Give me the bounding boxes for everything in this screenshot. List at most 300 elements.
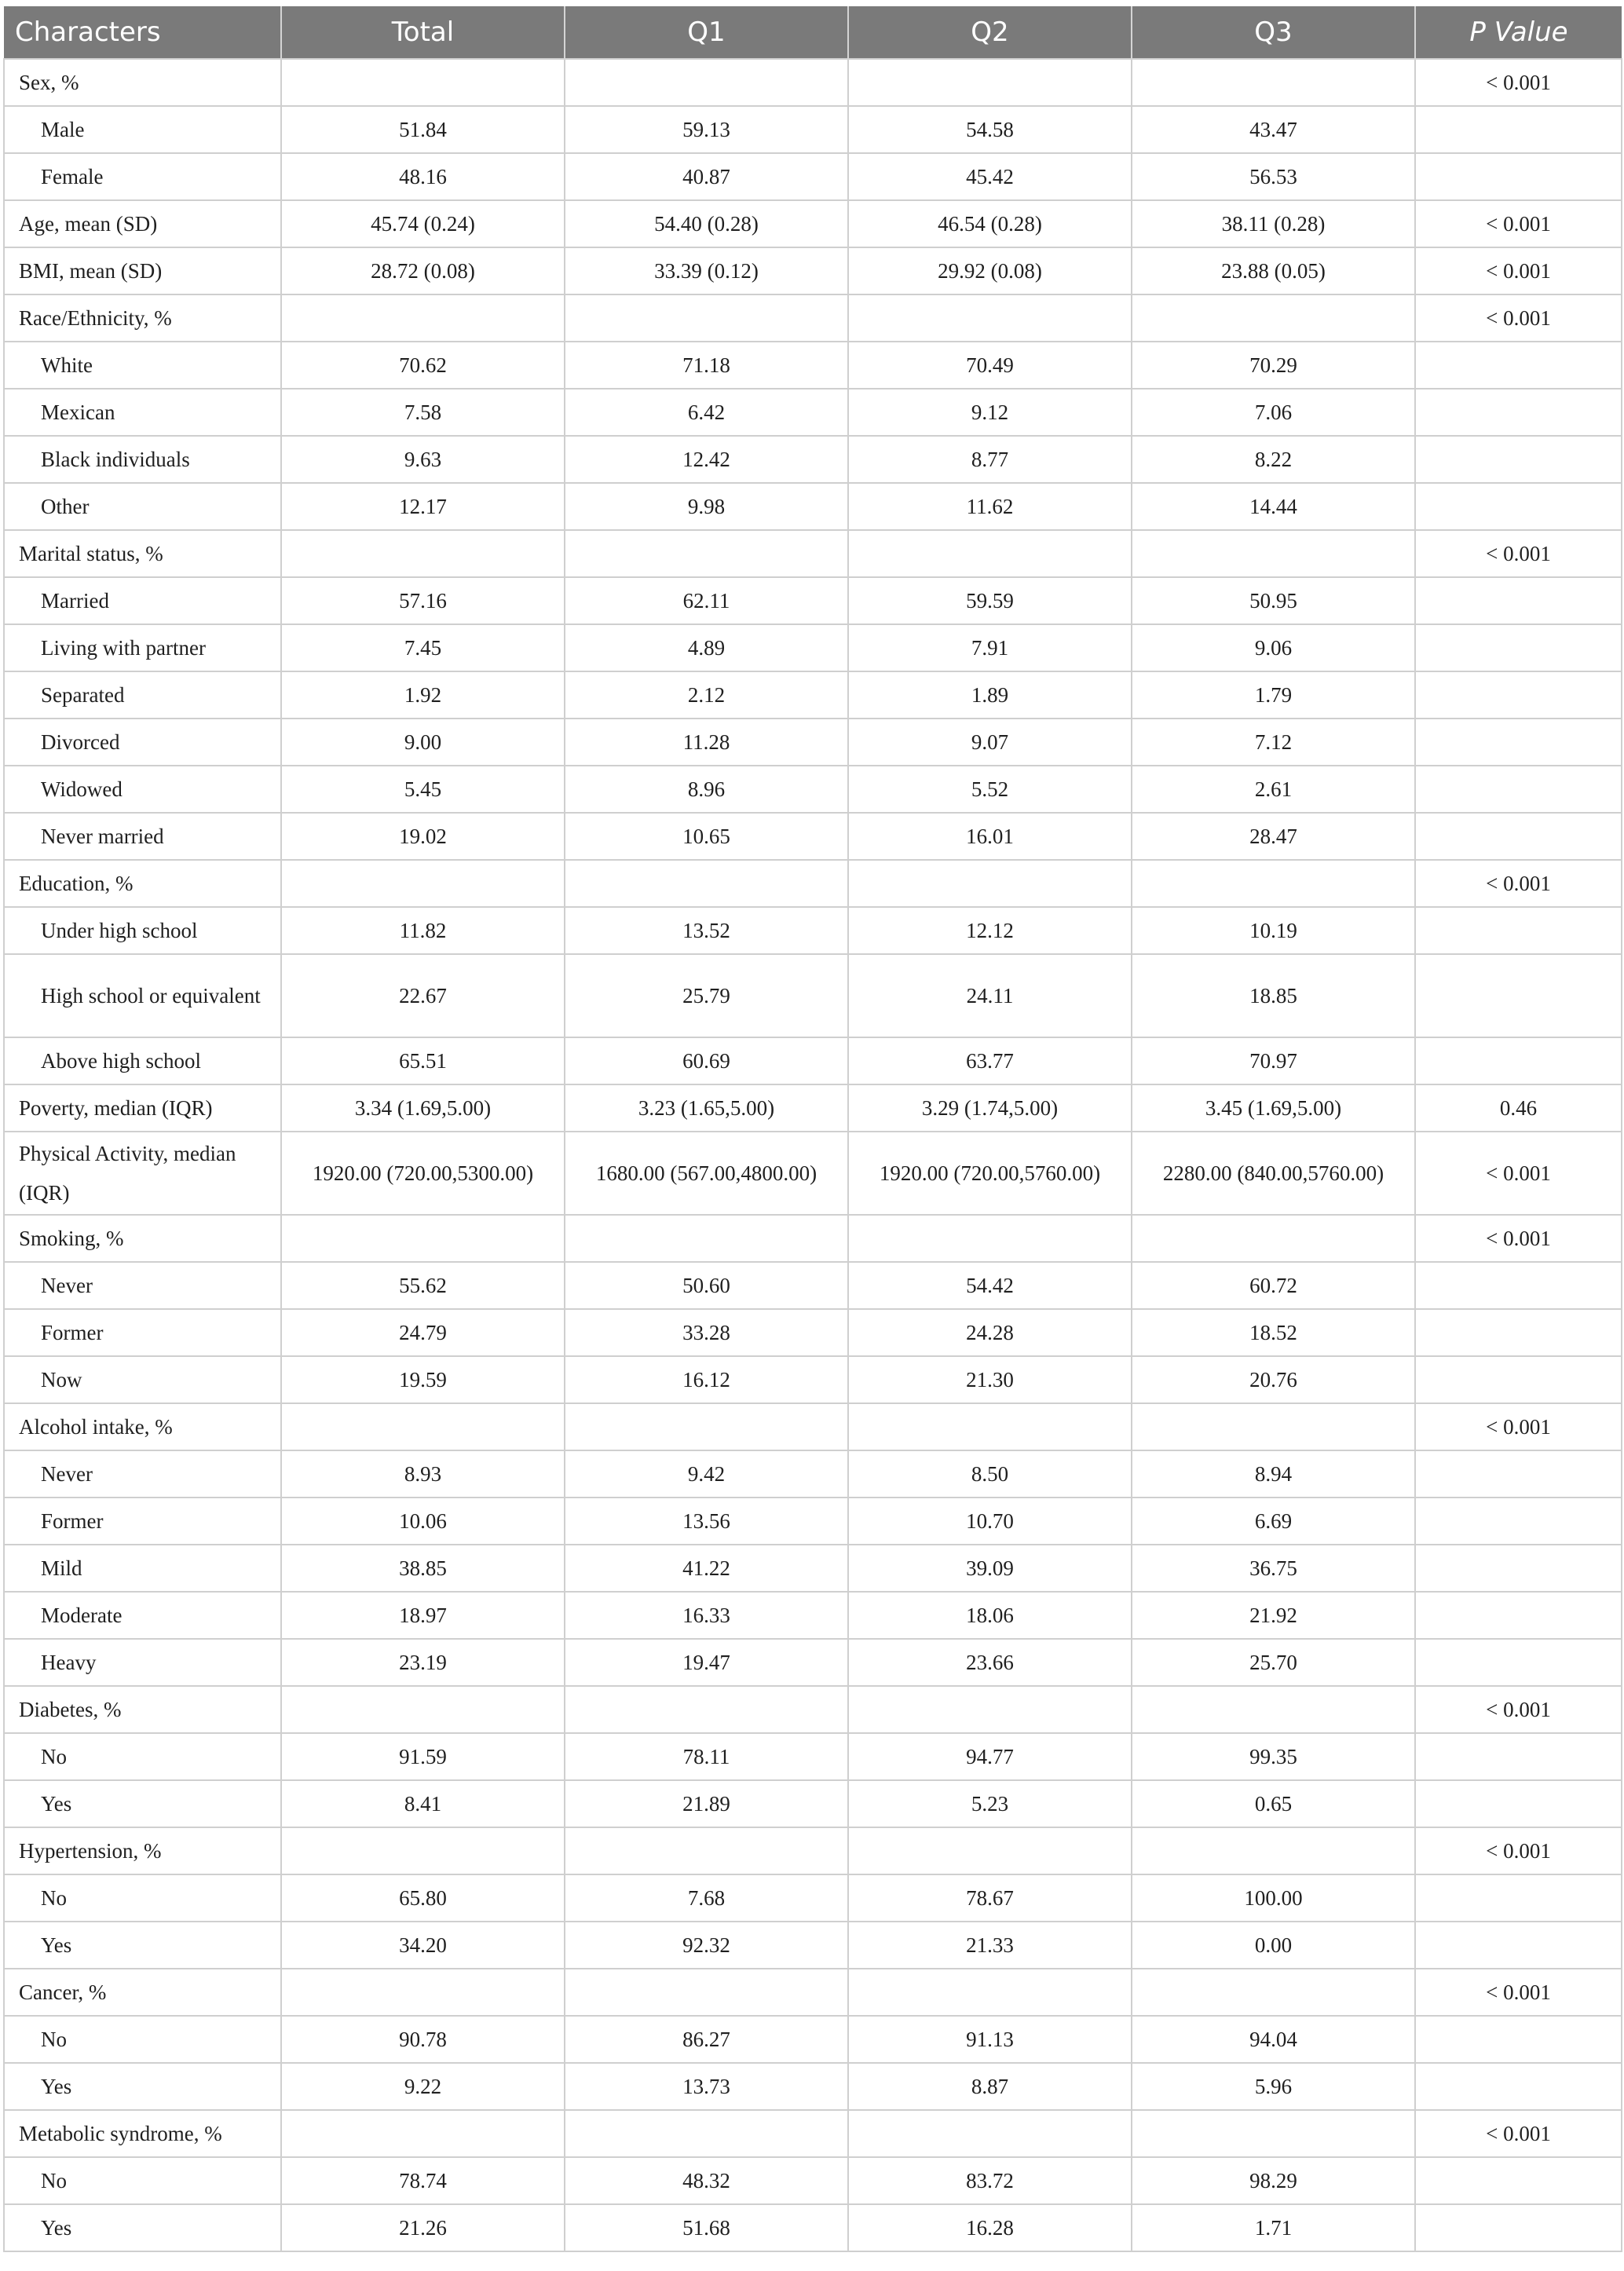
cell-total: 18.97 [281, 1592, 565, 1639]
cell-p-value [1415, 342, 1622, 389]
cell-total: 90.78 [281, 2016, 565, 2063]
cell-total: 5.45 [281, 766, 565, 813]
cell-q1: 11.28 [565, 719, 848, 766]
cell-q2: 23.66 [848, 1639, 1132, 1686]
cell-q2: 46.54 (0.28) [848, 200, 1132, 247]
table-row-subitem [4, 624, 1622, 671]
cell-q3: 3.45 (1.69,5.00) [1132, 1084, 1415, 1132]
cell-p-value [1415, 954, 1622, 1037]
cell-q3: 56.53 [1132, 153, 1415, 200]
table-row-subitem [4, 436, 1622, 483]
cell-q3: 94.04 [1132, 2016, 1415, 2063]
cell-p-value [1415, 1545, 1622, 1592]
cell-q3: 38.11 (0.28) [1132, 200, 1415, 247]
cell-q1: 19.47 [565, 1639, 848, 1686]
cell-total: 12.17 [281, 483, 565, 530]
row-label: Former [4, 1309, 281, 1356]
cell-q1 [565, 59, 848, 106]
cell-total: 65.80 [281, 1874, 565, 1922]
cell-q3 [1132, 1403, 1415, 1450]
cell-p-value: < 0.001 [1415, 1215, 1622, 1262]
cell-p-value [1415, 766, 1622, 813]
cell-q3: 9.06 [1132, 624, 1415, 671]
cell-q1: 62.11 [565, 577, 848, 624]
cell-q1: 9.42 [565, 1450, 848, 1498]
table-row-subitem [4, 1309, 1622, 1356]
cell-q2: 54.42 [848, 1262, 1132, 1309]
row-label: Male [4, 106, 281, 153]
table-row-subitem [4, 2157, 1622, 2204]
table-row-subitem [4, 1450, 1622, 1498]
cell-total: 1920.00 (720.00,5300.00) [281, 1132, 565, 1215]
cell-p-value: < 0.001 [1415, 860, 1622, 907]
table-row-subitem [4, 907, 1622, 954]
cell-q3: 7.06 [1132, 389, 1415, 436]
cell-q2: 12.12 [848, 907, 1132, 954]
table-row-category [4, 1132, 1622, 1215]
cell-q3: 18.85 [1132, 954, 1415, 1037]
cell-q2: 16.01 [848, 813, 1132, 860]
cell-p-value [1415, 436, 1622, 483]
row-label: Yes [4, 1922, 281, 1969]
cell-q2 [848, 530, 1132, 577]
cell-q1: 1680.00 (567.00,4800.00) [565, 1132, 848, 1215]
cell-q2: 16.28 [848, 2204, 1132, 2251]
cell-q3 [1132, 860, 1415, 907]
cell-q2: 29.92 (0.08) [848, 247, 1132, 294]
table-row-subitem [4, 1874, 1622, 1922]
cell-p-value: < 0.001 [1415, 530, 1622, 577]
cell-p-value [1415, 671, 1622, 719]
cell-q3 [1132, 1686, 1415, 1733]
cell-total: 55.62 [281, 1262, 565, 1309]
cell-q1: 16.12 [565, 1356, 848, 1403]
cell-q3: 28.47 [1132, 813, 1415, 860]
table-row-subitem [4, 389, 1622, 436]
cell-q3: 2.61 [1132, 766, 1415, 813]
row-label: Age, mean (SD) [4, 200, 281, 247]
cell-q3 [1132, 530, 1415, 577]
row-label: Never [4, 1262, 281, 1309]
cell-q1: 6.42 [565, 389, 848, 436]
table-row-category [4, 200, 1622, 247]
cell-total: 65.51 [281, 1037, 565, 1084]
cell-q2: 8.50 [848, 1450, 1132, 1498]
cell-p-value [1415, 1922, 1622, 1969]
cell-p-value: < 0.001 [1415, 59, 1622, 106]
cell-q2: 24.28 [848, 1309, 1132, 1356]
cell-p-value: < 0.001 [1415, 247, 1622, 294]
cell-total: 28.72 (0.08) [281, 247, 565, 294]
row-label: Never [4, 1450, 281, 1498]
row-label: Separated [4, 671, 281, 719]
row-label: Physical Activity, median (IQR) [4, 1132, 281, 1215]
cell-q3 [1132, 1827, 1415, 1874]
cell-q1 [565, 530, 848, 577]
cell-total: 10.06 [281, 1498, 565, 1545]
cell-total [281, 59, 565, 106]
row-label: Mexican [4, 389, 281, 436]
cell-q1: 33.28 [565, 1309, 848, 1356]
cell-q1: 59.13 [565, 106, 848, 153]
cell-q1: 12.42 [565, 436, 848, 483]
row-label: Education, % [4, 860, 281, 907]
characteristics-table [3, 6, 1622, 2252]
table-row-category [4, 1969, 1622, 2016]
cell-q2: 10.70 [848, 1498, 1132, 1545]
cell-q3 [1132, 2110, 1415, 2157]
header-q2: Q2 [848, 6, 1132, 59]
table-row-subitem [4, 1639, 1622, 1686]
cell-q3: 99.35 [1132, 1733, 1415, 1780]
table-row-category [4, 860, 1622, 907]
row-label: Marital status, % [4, 530, 281, 577]
cell-q2: 1920.00 (720.00,5760.00) [848, 1132, 1132, 1215]
cell-q1: 16.33 [565, 1592, 848, 1639]
cell-total: 8.41 [281, 1780, 565, 1827]
cell-total [281, 530, 565, 577]
header-total: Total [281, 6, 565, 59]
cell-p-value [1415, 1037, 1622, 1084]
row-label: Yes [4, 1780, 281, 1827]
cell-q2 [848, 1215, 1132, 1262]
row-label: Other [4, 483, 281, 530]
cell-q1 [565, 1827, 848, 1874]
cell-p-value [1415, 2204, 1622, 2251]
cell-q1: 41.22 [565, 1545, 848, 1592]
cell-q3: 1.79 [1132, 671, 1415, 719]
table-row-subitem [4, 1733, 1622, 1780]
header-q1: Q1 [565, 6, 848, 59]
cell-q3: 25.70 [1132, 1639, 1415, 1686]
cell-q3: 0.00 [1132, 1922, 1415, 1969]
cell-q3: 60.72 [1132, 1262, 1415, 1309]
row-label: Heavy [4, 1639, 281, 1686]
cell-total [281, 1686, 565, 1733]
cell-q1: 33.39 (0.12) [565, 247, 848, 294]
cell-total: 19.59 [281, 1356, 565, 1403]
cell-q1: 50.60 [565, 1262, 848, 1309]
cell-q1: 51.68 [565, 2204, 848, 2251]
cell-p-value: < 0.001 [1415, 294, 1622, 342]
row-label: Moderate [4, 1592, 281, 1639]
cell-total: 51.84 [281, 106, 565, 153]
cell-p-value: < 0.001 [1415, 1132, 1622, 1215]
cell-q3: 8.94 [1132, 1450, 1415, 1498]
cell-total: 78.74 [281, 2157, 565, 2204]
row-label: Former [4, 1498, 281, 1545]
table-row-subitem [4, 2204, 1622, 2251]
row-label: Yes [4, 2204, 281, 2251]
table-row-subitem [4, 766, 1622, 813]
table-row-subitem [4, 106, 1622, 153]
cell-q3: 5.96 [1132, 2063, 1415, 2110]
table-row-subitem [4, 1498, 1622, 1545]
table-row-category [4, 1403, 1622, 1450]
cell-q1: 2.12 [565, 671, 848, 719]
cell-q2: 91.13 [848, 2016, 1132, 2063]
cell-q1: 10.65 [565, 813, 848, 860]
row-label: White [4, 342, 281, 389]
cell-total: 1.92 [281, 671, 565, 719]
cell-q3: 10.19 [1132, 907, 1415, 954]
row-label: Now [4, 1356, 281, 1403]
cell-total: 70.62 [281, 342, 565, 389]
table-row-category [4, 530, 1622, 577]
cell-q2: 11.62 [848, 483, 1132, 530]
cell-q1 [565, 2110, 848, 2157]
cell-q3: 70.97 [1132, 1037, 1415, 1084]
row-label: Married [4, 577, 281, 624]
cell-q1 [565, 860, 848, 907]
table-row-subitem [4, 483, 1622, 530]
row-label: Metabolic syndrome, % [4, 2110, 281, 2157]
cell-q2: 45.42 [848, 153, 1132, 200]
row-label: Poverty, median (IQR) [4, 1084, 281, 1132]
cell-q1: 9.98 [565, 483, 848, 530]
table-row-category [4, 2110, 1622, 2157]
cell-q3: 8.22 [1132, 436, 1415, 483]
cell-total [281, 1969, 565, 2016]
table-row-category [4, 1084, 1622, 1132]
cell-q3: 98.29 [1132, 2157, 1415, 2204]
table-row-category [4, 247, 1622, 294]
cell-p-value: < 0.001 [1415, 1827, 1622, 1874]
cell-p-value: < 0.001 [1415, 2110, 1622, 2157]
cell-q2: 83.72 [848, 2157, 1132, 2204]
cell-total [281, 1827, 565, 1874]
cell-total [281, 1215, 565, 1262]
row-label: No [4, 2016, 281, 2063]
cell-p-value [1415, 106, 1622, 153]
cell-q1: 13.73 [565, 2063, 848, 2110]
cell-q1: 40.87 [565, 153, 848, 200]
table-row-subitem [4, 1037, 1622, 1084]
row-label: Mild [4, 1545, 281, 1592]
cell-q3 [1132, 294, 1415, 342]
cell-q3: 36.75 [1132, 1545, 1415, 1592]
cell-q3: 70.29 [1132, 342, 1415, 389]
cell-q1: 48.32 [565, 2157, 848, 2204]
row-label: Above high school [4, 1037, 281, 1084]
cell-q2: 9.07 [848, 719, 1132, 766]
cell-q1: 3.23 (1.65,5.00) [565, 1084, 848, 1132]
table-row-category [4, 1827, 1622, 1874]
cell-q2: 54.58 [848, 106, 1132, 153]
cell-q2: 63.77 [848, 1037, 1132, 1084]
cell-total: 21.26 [281, 2204, 565, 2251]
cell-q1: 13.52 [565, 907, 848, 954]
cell-q3: 100.00 [1132, 1874, 1415, 1922]
header-q3: Q3 [1132, 6, 1415, 59]
table-row-subitem [4, 1922, 1622, 1969]
cell-q2: 3.29 (1.74,5.00) [848, 1084, 1132, 1132]
row-label: Cancer, % [4, 1969, 281, 2016]
cell-q3 [1132, 1215, 1415, 1262]
table-row-subitem [4, 1780, 1622, 1827]
cell-q2: 24.11 [848, 954, 1132, 1037]
table-row-subitem [4, 954, 1622, 1037]
row-label: Black individuals [4, 436, 281, 483]
cell-q1 [565, 1215, 848, 1262]
row-label: No [4, 2157, 281, 2204]
cell-p-value: 0.46 [1415, 1084, 1622, 1132]
cell-p-value [1415, 2063, 1622, 2110]
cell-q2: 5.23 [848, 1780, 1132, 1827]
cell-q2: 70.49 [848, 342, 1132, 389]
cell-q1 [565, 1686, 848, 1733]
cell-q2: 78.67 [848, 1874, 1132, 1922]
table-row-subitem [4, 577, 1622, 624]
cell-total: 48.16 [281, 153, 565, 200]
cell-q2 [848, 2110, 1132, 2157]
cell-p-value [1415, 813, 1622, 860]
row-label: Alcohol intake, % [4, 1403, 281, 1450]
cell-q3: 7.12 [1132, 719, 1415, 766]
row-label: Under high school [4, 907, 281, 954]
cell-q1: 25.79 [565, 954, 848, 1037]
row-label: Never married [4, 813, 281, 860]
row-label: No [4, 1874, 281, 1922]
table-row-subitem [4, 2063, 1622, 2110]
cell-total [281, 1403, 565, 1450]
cell-q2: 39.09 [848, 1545, 1132, 1592]
cell-q3: 6.69 [1132, 1498, 1415, 1545]
cell-q2: 21.30 [848, 1356, 1132, 1403]
table-row-category [4, 294, 1622, 342]
cell-q3: 23.88 (0.05) [1132, 247, 1415, 294]
table-row-subitem [4, 671, 1622, 719]
cell-p-value: < 0.001 [1415, 200, 1622, 247]
table-container [3, 6, 1621, 2252]
cell-q1 [565, 1403, 848, 1450]
cell-q2: 21.33 [848, 1922, 1132, 1969]
cell-p-value [1415, 1639, 1622, 1686]
cell-q1: 21.89 [565, 1780, 848, 1827]
cell-q2: 7.91 [848, 624, 1132, 671]
cell-total: 11.82 [281, 907, 565, 954]
cell-q2: 5.52 [848, 766, 1132, 813]
cell-q3: 0.65 [1132, 1780, 1415, 1827]
cell-p-value [1415, 577, 1622, 624]
cell-q1: 78.11 [565, 1733, 848, 1780]
cell-q3: 50.95 [1132, 577, 1415, 624]
cell-q2 [848, 1686, 1132, 1733]
table-row-subitem [4, 813, 1622, 860]
table-row-category [4, 1215, 1622, 1262]
table-row-subitem [4, 719, 1622, 766]
row-label: Smoking, % [4, 1215, 281, 1262]
row-label: Sex, % [4, 59, 281, 106]
cell-q3: 2280.00 (840.00,5760.00) [1132, 1132, 1415, 1215]
cell-p-value [1415, 1780, 1622, 1827]
cell-total: 8.93 [281, 1450, 565, 1498]
table-row-category [4, 1686, 1622, 1733]
cell-total: 45.74 (0.24) [281, 200, 565, 247]
cell-p-value [1415, 1450, 1622, 1498]
header-p-value [1415, 6, 1622, 59]
cell-total: 7.45 [281, 624, 565, 671]
row-label: No [4, 1733, 281, 1780]
cell-q1: 8.96 [565, 766, 848, 813]
header-characters: Characters [4, 6, 281, 59]
cell-q2: 1.89 [848, 671, 1132, 719]
cell-total: 7.58 [281, 389, 565, 436]
cell-p-value [1415, 389, 1622, 436]
cell-q2: 8.77 [848, 436, 1132, 483]
cell-q1: 13.56 [565, 1498, 848, 1545]
cell-total [281, 2110, 565, 2157]
cell-p-value: < 0.001 [1415, 1686, 1622, 1733]
cell-q2 [848, 1403, 1132, 1450]
cell-q1: 60.69 [565, 1037, 848, 1084]
cell-total: 38.85 [281, 1545, 565, 1592]
cell-q3: 43.47 [1132, 106, 1415, 153]
cell-total: 9.22 [281, 2063, 565, 2110]
cell-p-value [1415, 1498, 1622, 1545]
cell-q2 [848, 294, 1132, 342]
cell-total: 57.16 [281, 577, 565, 624]
table-row-subitem [4, 153, 1622, 200]
cell-total: 22.67 [281, 954, 565, 1037]
row-label: Diabetes, % [4, 1686, 281, 1733]
cell-q2 [848, 860, 1132, 907]
table-row-subitem [4, 342, 1622, 389]
cell-q3 [1132, 1969, 1415, 2016]
cell-p-value [1415, 483, 1622, 530]
cell-p-value [1415, 1733, 1622, 1780]
cell-p-value [1415, 1262, 1622, 1309]
row-label: Hypertension, % [4, 1827, 281, 1874]
cell-total: 23.19 [281, 1639, 565, 1686]
row-label: BMI, mean (SD) [4, 247, 281, 294]
table-body [4, 59, 1622, 2251]
cell-total: 3.34 (1.69,5.00) [281, 1084, 565, 1132]
row-label: Female [4, 153, 281, 200]
table-row-subitem [4, 1545, 1622, 1592]
cell-total: 19.02 [281, 813, 565, 860]
cell-total [281, 294, 565, 342]
cell-total: 34.20 [281, 1922, 565, 1969]
cell-q1: 54.40 (0.28) [565, 200, 848, 247]
cell-q3: 21.92 [1132, 1592, 1415, 1639]
row-label: Widowed [4, 766, 281, 813]
cell-p-value [1415, 2157, 1622, 2204]
table-row-subitem [4, 1356, 1622, 1403]
cell-q2: 18.06 [848, 1592, 1132, 1639]
cell-p-value [1415, 719, 1622, 766]
cell-q1: 4.89 [565, 624, 848, 671]
cell-p-value [1415, 624, 1622, 671]
cell-q1: 7.68 [565, 1874, 848, 1922]
cell-p-value [1415, 1592, 1622, 1639]
cell-q3: 1.71 [1132, 2204, 1415, 2251]
cell-p-value [1415, 1874, 1622, 1922]
row-label: Living with partner [4, 624, 281, 671]
cell-q1 [565, 294, 848, 342]
table-row-category [4, 59, 1622, 106]
row-label: Divorced [4, 719, 281, 766]
cell-q3: 18.52 [1132, 1309, 1415, 1356]
cell-p-value: < 0.001 [1415, 1403, 1622, 1450]
table-row-subitem [4, 1592, 1622, 1639]
cell-p-value [1415, 1309, 1622, 1356]
header-p-value-label: P Value [1469, 16, 1568, 48]
row-label: Yes [4, 2063, 281, 2110]
cell-q2: 9.12 [848, 389, 1132, 436]
cell-q1: 71.18 [565, 342, 848, 389]
cell-q2: 94.77 [848, 1733, 1132, 1780]
